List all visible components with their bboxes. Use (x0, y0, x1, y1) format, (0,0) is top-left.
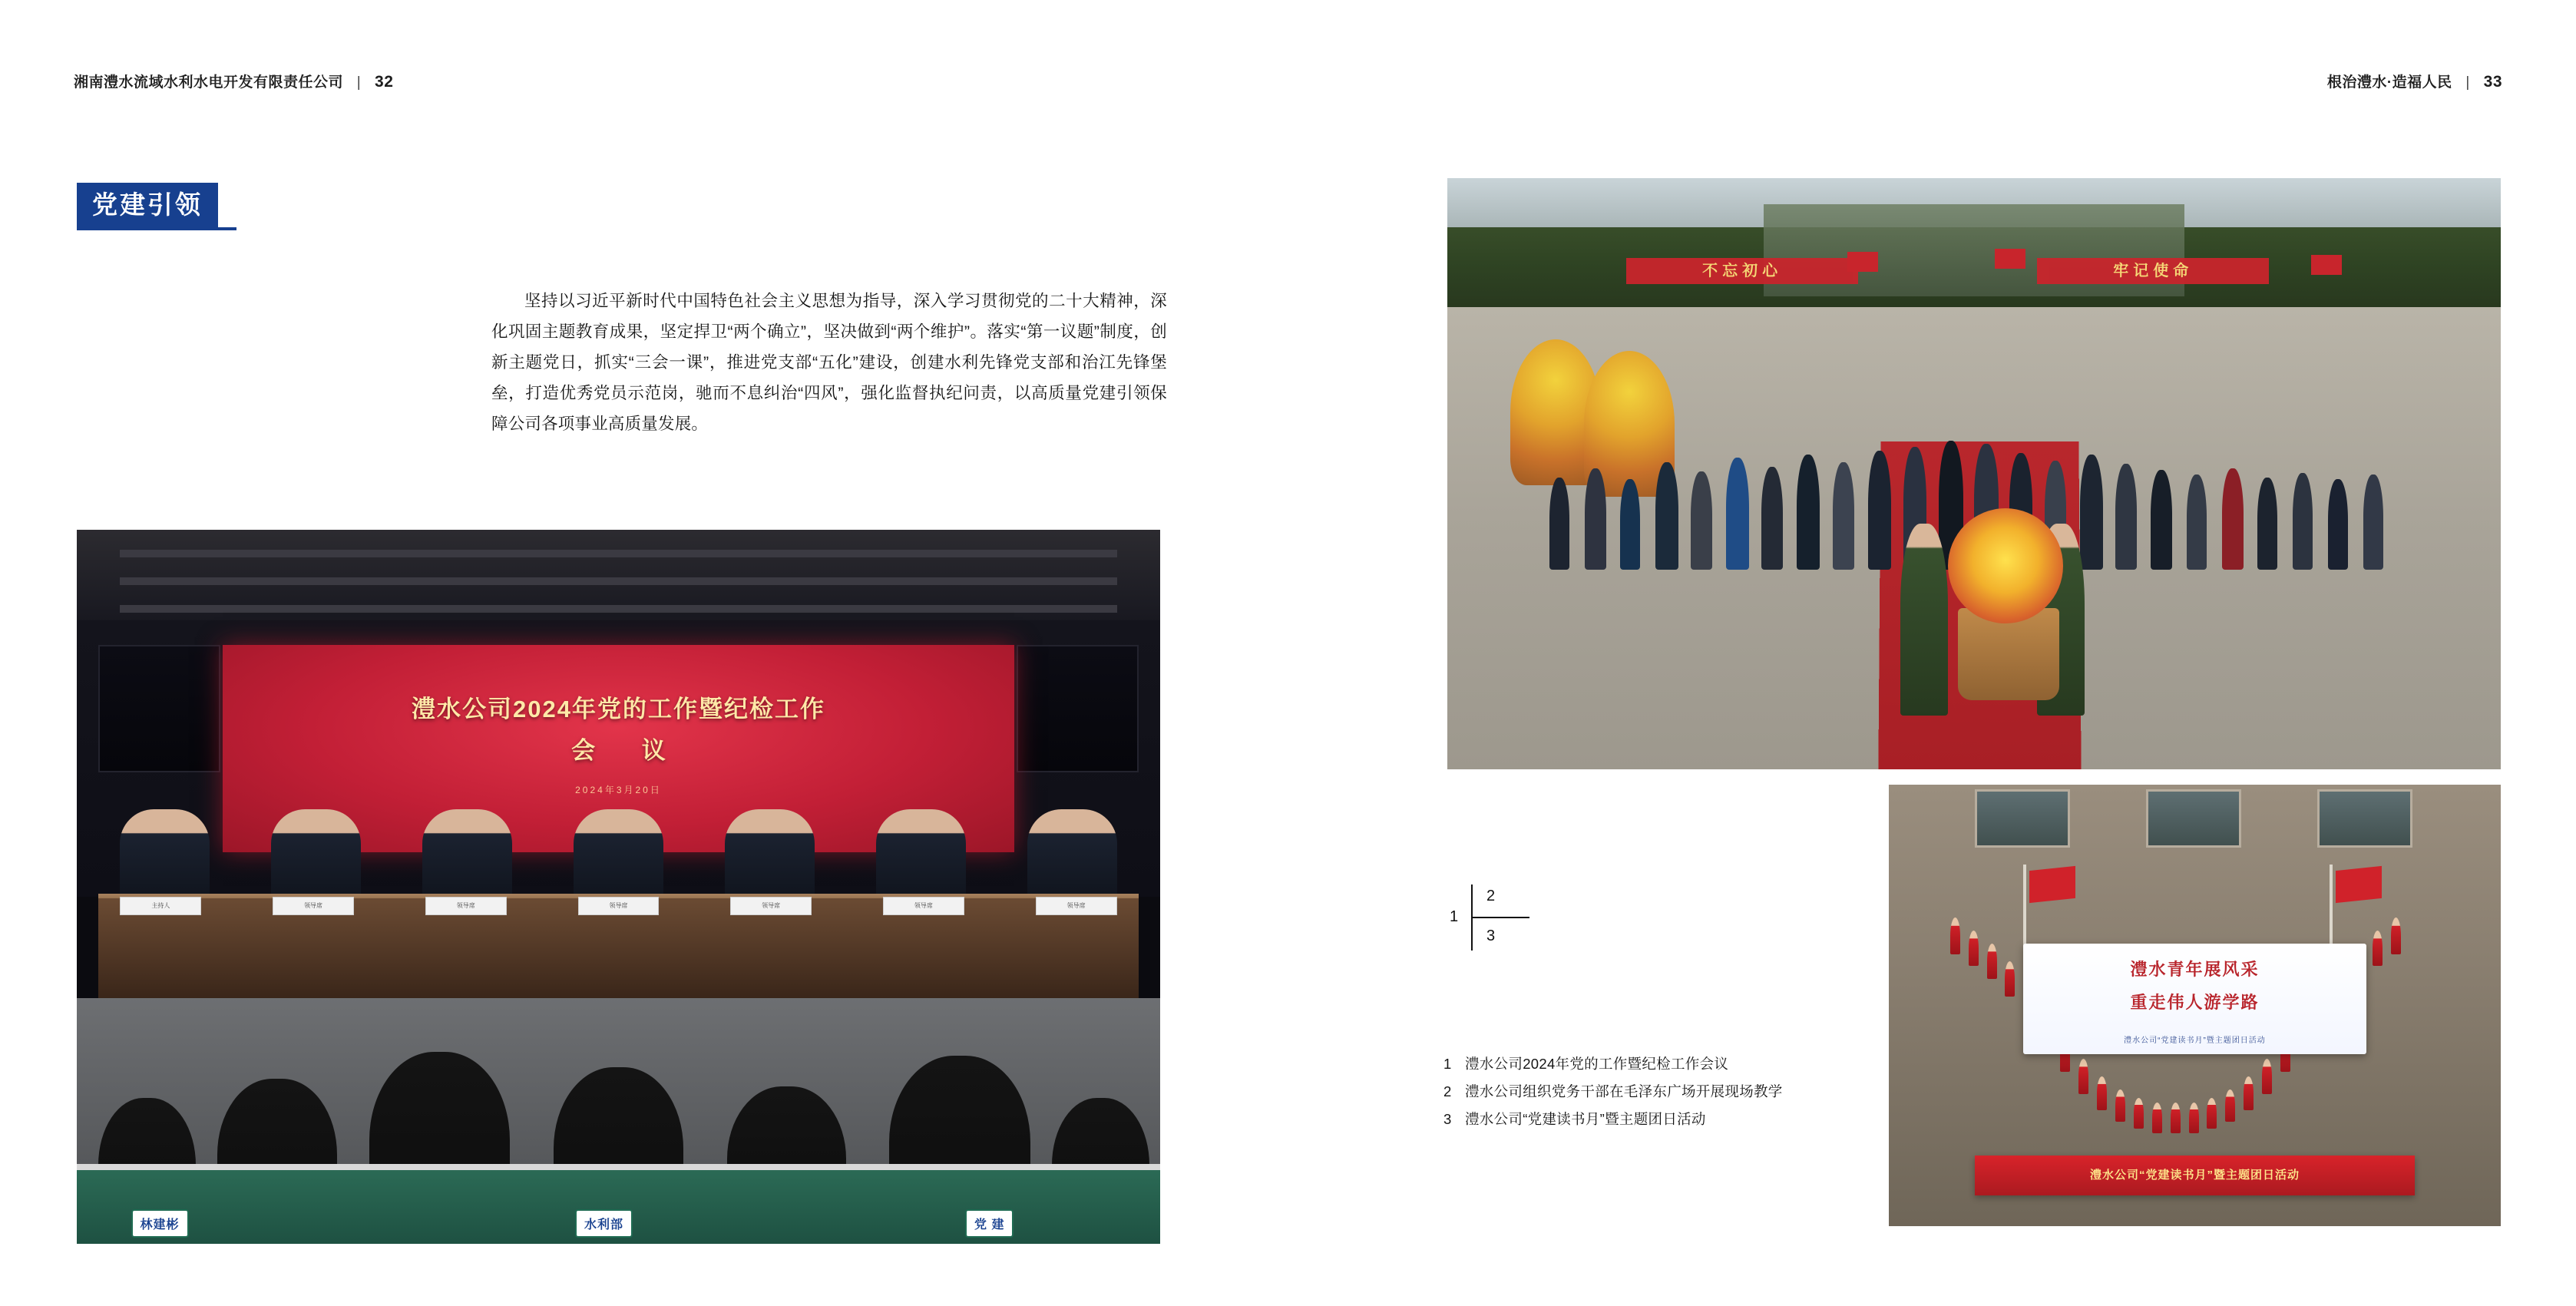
key-number-3: 3 (1486, 927, 1496, 944)
running-head-left (74, 71, 393, 91)
conference-photo (77, 530, 1160, 1244)
layout-key-diagram (1443, 883, 1536, 952)
body-paragraph: 坚持以习近平新时代中国特色社会主义思想为指导，深入学习贯彻党的二十大精神，深化巩固主题教育成果，坚定捍卫“两个确立”，坚决做到“两个维护”。落实“第一议题”制度，创新主题党日，抓实“三会一课”，推进党支部“五化”建设，创建水利先锋党支部和治江先锋堡垒，打造优秀党员示范岗，驰而不息纠治“四风”，强化监督执纪问责，以高质量党建引领保障公司各项事业高质量发展。 (491, 292, 1167, 433)
crowd-person (2115, 464, 2137, 570)
caption-item (1443, 1050, 2135, 1078)
formation-person (2373, 931, 2383, 966)
key-horizontal-rule (1471, 917, 1529, 918)
desk-badge: 党 建 (965, 1209, 1014, 1238)
section-title: 党建引领 (77, 183, 218, 228)
stage-banner (2023, 944, 2366, 1054)
crowd-person (1797, 455, 1820, 570)
crowd-person (2080, 455, 2103, 570)
side-display-right (1017, 645, 1139, 772)
section-title-underline (77, 227, 236, 230)
formation-person (2134, 1098, 2144, 1129)
desk-badge: 水利部 (575, 1209, 633, 1238)
formation-person (2171, 1103, 2181, 1133)
crowd-person (1549, 478, 1569, 570)
red-flag (1995, 249, 2025, 269)
caption-number: 3 (1443, 1111, 1452, 1127)
large-red-flag (2029, 866, 2075, 903)
ceiling-bar (120, 605, 1116, 613)
crowd-person (1761, 467, 1783, 570)
banner-right: 牢记使命 (2037, 258, 2269, 284)
caption-number: 1 (1443, 1056, 1452, 1072)
nameplate: 领导席 (1036, 897, 1117, 915)
panel-person (876, 809, 966, 900)
crowd-person (1620, 479, 1640, 570)
wall-panel (1975, 789, 2070, 848)
nameplate: 领导席 (883, 897, 964, 915)
banner-line-3: 澧水公司“党建读书月”暨主题团日活动 (2124, 1037, 2266, 1046)
nameplate: 领导席 (578, 897, 660, 915)
red-flag (1847, 252, 1878, 272)
panel-person (120, 809, 210, 900)
crowd-person (1868, 451, 1891, 570)
nameplate: 领导席 (730, 897, 812, 915)
caption-text: 澧水公司2024年党的工作暨纪检工作会议 (1465, 1056, 1729, 1072)
banner-line-2: 重走伟人游学路 (2130, 993, 2260, 1013)
running-head-right (2327, 71, 2502, 91)
key-number-1: 1 (1450, 908, 1459, 925)
front-desk (77, 1164, 1160, 1244)
wall-panel (2146, 789, 2241, 848)
crowd-person (1833, 462, 1854, 570)
crowd-person (1691, 471, 1712, 570)
red-flag (2311, 255, 2342, 275)
panel-person (422, 809, 512, 900)
youth-formation-photo (1889, 785, 2501, 1226)
memorial-square-photo (1447, 178, 2501, 769)
panel-person (1027, 809, 1117, 900)
crowd-person (2187, 474, 2207, 570)
ceiling-bar (120, 577, 1116, 585)
screen-date: 2024年3月20日 (575, 785, 662, 795)
banner-left: 不忘初心 (1626, 258, 1858, 284)
large-red-flag (2336, 866, 2382, 903)
page-number-right: 33 (2483, 73, 2502, 91)
header-separator-right: | (2465, 74, 2470, 91)
crowd-person (2328, 479, 2348, 570)
panel-person (725, 809, 815, 900)
formation-person (1969, 931, 1979, 966)
nameplate-row (120, 897, 1116, 915)
company-name: 湘南澧水流域水利水电开发有限责任公司 (74, 74, 344, 91)
ceiling-bar (120, 550, 1116, 557)
desk-badge: 林建彬 (131, 1209, 189, 1238)
formation-person (2391, 918, 2401, 954)
header-separator-left: | (356, 74, 362, 91)
crowd-person (1726, 458, 1749, 570)
banner-line-1: 澧水青年展风采 (2130, 960, 2260, 980)
caption-item (1443, 1106, 2135, 1133)
caption-item (1443, 1078, 2135, 1106)
caption-text: 澧水公司“党建读书月”暨主题团日活动 (1465, 1111, 1706, 1127)
red-event-banner: 澧水公司“党建读书月”暨主题团日活动 (1975, 1156, 2416, 1195)
flower-wreath (1948, 508, 2063, 623)
screen-subtitle: 会 议 (571, 737, 686, 764)
caption-list (1443, 1050, 2135, 1133)
crowd-person (2293, 473, 2313, 570)
formation-person (2189, 1103, 2199, 1133)
page-number-left: 32 (375, 73, 394, 91)
nameplate: 主持人 (120, 897, 201, 915)
crowd-person (2151, 470, 2172, 570)
side-display-left (98, 645, 220, 772)
formation-person (1950, 918, 1960, 954)
wall-panel (2317, 789, 2412, 848)
crowd-person (2222, 468, 2244, 570)
panel-person (271, 809, 361, 900)
key-number-2: 2 (1486, 888, 1496, 904)
crowd-person (1585, 468, 1606, 570)
ceiling (77, 530, 1160, 622)
crowd-person (2257, 478, 2277, 570)
screen-title: 澧水公司2024年党的工作暨纪检工作 (412, 696, 825, 722)
crowd-person (2363, 474, 2383, 570)
formation-person (2262, 1059, 2272, 1094)
formation-person (2207, 1098, 2217, 1129)
nameplate: 领导席 (425, 897, 507, 915)
nameplate: 领导席 (273, 897, 354, 915)
slogan: 根治澧水·造福人民 (2326, 74, 2452, 91)
crowd-person (1655, 462, 1678, 570)
caption-text: 澧水公司组织党务干部在毛泽东广场开展现场教学 (1465, 1083, 1783, 1099)
honor-guard-left (1900, 524, 1948, 716)
panel-seated-row (120, 792, 1116, 900)
formation-person (2152, 1103, 2162, 1133)
caption-number: 2 (1443, 1083, 1452, 1099)
formation-person (1987, 944, 1997, 979)
panel-person (574, 809, 663, 900)
